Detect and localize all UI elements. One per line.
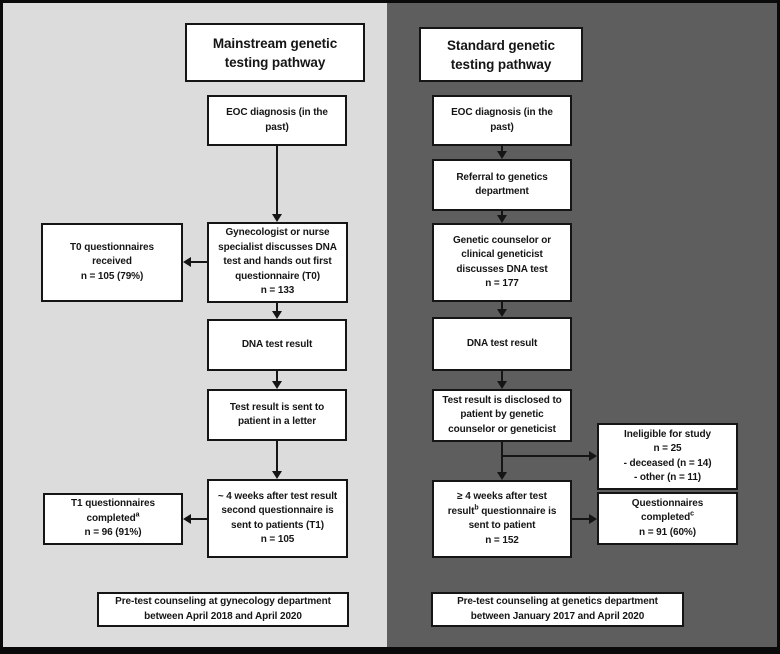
text-line: clinical geneticist: [461, 249, 543, 260]
arrow-disclosed-to-4weeks: [501, 442, 503, 473]
text-line: between January 2017 and April 2020: [470, 610, 645, 622]
box-genetic-counselor-discusses: [432, 223, 572, 302]
text-line: EOC diagnosis (in the: [451, 107, 553, 118]
text-line: patient in a letter: [237, 416, 317, 427]
box-referral-genetics: [432, 159, 572, 211]
text-line: ≥ 4 weeks after test: [457, 491, 547, 502]
box-4weeks-questionnaire-sent: [432, 480, 572, 558]
text-line: n = 25: [653, 443, 682, 454]
text-line: n = 105 (79%): [80, 270, 144, 282]
text-line: received: [92, 256, 132, 268]
arrowhead-right-icon: [589, 514, 597, 524]
arrowhead-down-icon: [272, 381, 282, 389]
title-line: testing pathway: [450, 56, 552, 72]
arrowhead-down-icon: [272, 471, 282, 479]
text-line: discusses DNA test: [456, 263, 548, 275]
arrow-letter-to-4weeks: [276, 441, 278, 472]
text-line: EOC diagnosis (in the: [226, 107, 328, 118]
box-dna-test-result-standard: [432, 317, 572, 371]
text-line: sent to patient: [468, 520, 536, 531]
standard-pathway-title: [419, 27, 583, 82]
arrowhead-left-icon: [183, 514, 191, 524]
text-line: past): [490, 121, 514, 133]
text-line: Pre-test counseling at genetics department: [457, 596, 658, 607]
arrow-4weeks-to-completed: [572, 518, 589, 520]
text-line: T0 questionnaires: [70, 241, 154, 253]
title-line: testing pathway: [224, 54, 326, 70]
text-line: ~ 4 weeks after test result: [217, 490, 338, 502]
text-line: between April 2018 and April 2020: [144, 610, 302, 622]
text-line: specialist discusses DNA: [218, 241, 337, 253]
box-eoc-diagnosis-standard: [432, 95, 572, 146]
text-line: n = 91 (60%): [639, 526, 696, 538]
note-pretest-gynecology: [97, 592, 349, 627]
text-line: Questionnaires: [631, 497, 704, 509]
text-line: DNA test result: [466, 337, 538, 349]
arrowhead-right-icon: [589, 451, 597, 461]
box-eoc-diagnosis-mainstream: [207, 95, 347, 146]
title-line: Mainstream genetic: [212, 35, 338, 51]
text-line: Test result is disclosed to: [442, 394, 562, 406]
arrow-branch-to-ineligible: [501, 455, 589, 457]
text-line: DNA test result: [241, 338, 313, 350]
title-line: Standard genetic: [447, 37, 555, 53]
text-line: second questionnaire is: [221, 505, 334, 516]
text-line: n = 105: [260, 534, 295, 545]
arrowhead-down-icon: [272, 311, 282, 319]
box-result-disclosed: [432, 389, 572, 442]
text-line: department: [475, 186, 529, 197]
box-gynecologist-discusses-dna: [207, 222, 348, 303]
text-line: result$^b$ questionnaire is: [447, 504, 557, 517]
box-questionnaires-completed: [597, 492, 738, 545]
text-line: n = 152: [485, 534, 519, 546]
mainstream-pathway-title: [185, 23, 365, 82]
arrowhead-down-icon: [497, 151, 507, 159]
text-line: completed$^a$: [86, 511, 140, 524]
arrowhead-down-icon: [497, 215, 507, 223]
arrow-4weeks-to-t1: [190, 518, 207, 520]
footnote-marker-c: c: [690, 510, 694, 518]
text-line: past): [265, 121, 289, 133]
box-dna-test-result-mainstream: [207, 319, 347, 371]
text-line: questionnaire (T0): [235, 270, 320, 282]
text-line: Test result is sent to: [229, 401, 325, 413]
text-line: - deceased (n = 14): [623, 457, 712, 469]
box-ineligible-for-study: [597, 423, 738, 490]
arrowhead-down-icon: [272, 214, 282, 222]
text-line: T1 questionnaires: [71, 498, 155, 510]
footnote-marker-a: a: [135, 511, 140, 519]
arrowhead-down-icon: [497, 381, 507, 389]
arrowhead-down-icon: [497, 472, 507, 480]
arrowhead-down-icon: [497, 309, 507, 317]
arrow-eoc-to-gynecologist: [276, 146, 278, 215]
text-line: Pre-test counseling at gynecology department: [115, 596, 331, 607]
text-line: sent to patients (T1): [231, 519, 324, 531]
box-t1-questionnaires-completed: [43, 493, 183, 545]
text-line: Gynecologist or nurse: [225, 227, 330, 239]
text-line: counselor or geneticist: [448, 423, 556, 435]
footnote-marker-b: b: [474, 504, 479, 512]
text-line: n = 96 (91%): [84, 527, 142, 539]
note-pretest-genetics: [431, 592, 684, 627]
box-t0-questionnaires-received: [41, 223, 183, 302]
box-result-sent-letter: [207, 389, 347, 441]
text-line: completed$^c$: [641, 510, 694, 524]
text-line: Referral to genetics: [456, 171, 548, 183]
text-line: - other (n = 11): [633, 472, 702, 483]
arrow-gynecologist-to-t0: [190, 261, 207, 263]
box-4-weeks-second-questionnaire: [207, 479, 348, 558]
text-line: test and hands out first: [223, 256, 332, 268]
arrowhead-left-icon: [183, 257, 191, 267]
text-line: Genetic counselor or: [452, 234, 552, 246]
text-line: Ineligible for study: [624, 428, 711, 440]
text-line: n = 133: [260, 285, 295, 297]
text-line: patient by genetic: [460, 409, 544, 421]
text-line: n = 177: [485, 278, 519, 289]
